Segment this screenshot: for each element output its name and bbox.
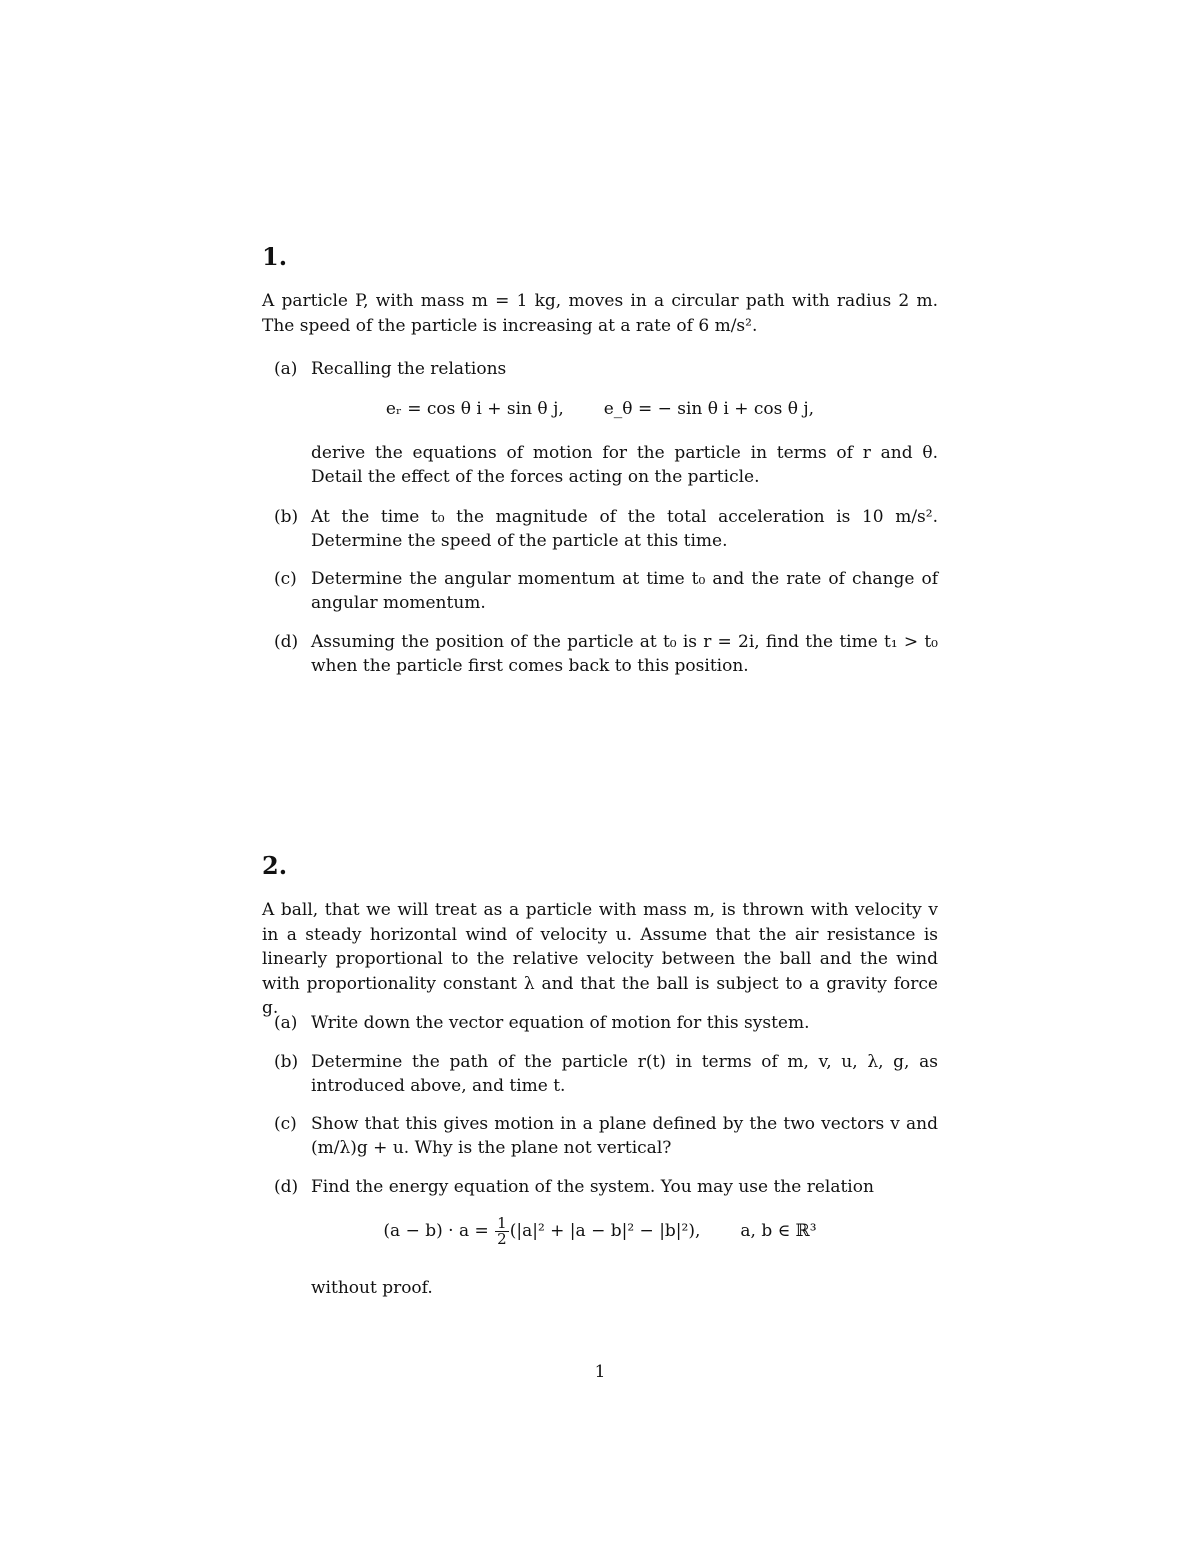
equation-lhs: (a − b) · a = [383,1221,489,1241]
equation-etheta: e_θ = − sin θ i + cos θ j, [603,399,815,419]
item-label: (c) [274,1114,297,1134]
question-1-item-d [274,630,938,678]
question-2-item-b [274,1050,938,1098]
question-1-number: 1. [262,242,288,271]
item-text: Determine the path of the particle r(t) in terms of m, v, u, λ, g, as introduced above, and time t. [311,1052,938,1096]
item-label: (a) [274,1013,298,1033]
fraction-numerator: 1 [497,1214,507,1232]
item-text: Write down the vector equation of motion for this system. [311,1013,810,1033]
equation-fraction [495,1216,509,1247]
item-label: (d) [274,1177,299,1197]
question-2-item-c [274,1112,938,1160]
item-label: (b) [274,1052,299,1072]
item-text: derive the equations of motion for the particle in terms of r and θ. Detail the effect of the forces acting on the particle. [311,443,938,487]
equation-domain: a, b ∈ ℝ³ [740,1221,817,1241]
question-2-item-d [274,1175,938,1199]
equation-rhs: (|a|² + |a − b|² − |b|²), [509,1221,701,1241]
item-text: Determine the angular momentum at time t₀ and the rate of change of angular momentum. [311,569,938,613]
item-label: (a) [274,359,298,379]
item-text: Show that this gives motion in a plane defined by the two vectors v and (m/λ)g + u. Why is the plane not vertical? [311,1114,938,1158]
question-1-item-a-continuation [274,441,938,489]
item-text: Recalling the relations [311,359,507,379]
item-text: without proof. [311,1278,433,1298]
item-text: Find the energy equation of the system. You may use the relation [311,1177,874,1197]
item-text: Assuming the position of the particle at t₀ is r = 2i, find the time t₁ > t₀ when the particle first comes back to this position. [311,632,938,676]
fraction-denominator: 2 [497,1230,507,1248]
question-1-item-a [274,357,938,381]
item-label: (d) [274,632,299,652]
question-2-intro: A ball, that we will treat as a particle with mass m, is thrown with velocity v in a steady horizontal wind of velocity u. Assume that the air resistance is linearly proportional to the relative velocity between the ball and the wind with proportionality constant λ and that the ball is subject to a gravity force g. [262,900,938,1018]
item-text: At the time t₀ the magnitude of the total acceleration is 10 m/s². Determine the speed of the particle at this time. [311,507,938,551]
question-1-equation [262,399,938,419]
question-2-item-a [274,1011,938,1035]
page-number: 1 [594,1362,606,1382]
question-2-item-d-continuation [274,1276,938,1300]
equation-er: eᵣ = cos θ i + sin θ j, [385,399,564,419]
item-label: (b) [274,507,299,527]
question-2-number: 2. [262,851,288,880]
item-label: (c) [274,569,297,589]
question-1-item-b [274,505,938,553]
question-1-intro: A particle P, with mass m = 1 kg, moves in a circular path with radius 2 m. The speed of the particle is increasing at a rate of 6 m/s². [262,291,938,336]
question-2-equation [262,1216,938,1247]
question-1-item-c [274,567,938,615]
